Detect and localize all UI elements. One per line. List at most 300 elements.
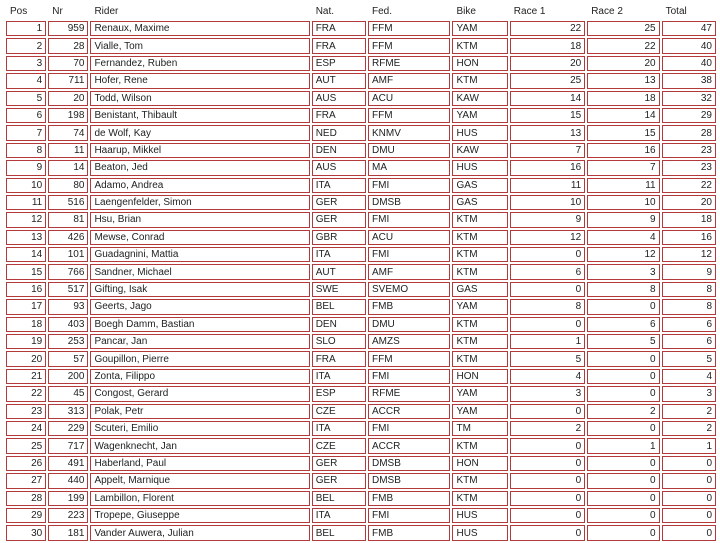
cell-race1: 7 — [510, 143, 585, 158]
header-race1: Race 1 — [510, 3, 585, 19]
cell-nat: AUS — [312, 160, 366, 175]
cell-fed: DMSB — [368, 195, 450, 210]
cell-fed: DMSB — [368, 473, 450, 488]
cell-fed: ACCR — [368, 404, 450, 419]
cell-pos: 3 — [6, 56, 46, 71]
cell-nat: SWE — [312, 282, 366, 297]
cell-nr: 516 — [48, 195, 88, 210]
cell-nat: BEL — [312, 299, 366, 314]
cell-fed: FMI — [368, 212, 450, 227]
cell-nr: 181 — [48, 525, 88, 540]
cell-nat: GER — [312, 212, 366, 227]
cell-race2: 3 — [587, 264, 659, 279]
cell-nr: 313 — [48, 404, 88, 419]
cell-rider: de Wolf, Kay — [90, 125, 309, 140]
cell-total: 28 — [662, 125, 716, 140]
table-row — [6, 108, 716, 123]
header-row — [6, 3, 716, 19]
table-row — [6, 264, 716, 279]
cell-race1: 13 — [510, 125, 585, 140]
cell-pos: 22 — [6, 386, 46, 401]
cell-race2: 25 — [587, 21, 659, 36]
cell-race1: 10 — [510, 195, 585, 210]
cell-nr: 200 — [48, 369, 88, 384]
cell-nat: FRA — [312, 108, 366, 123]
cell-total: 22 — [662, 178, 716, 193]
table-row — [6, 38, 716, 53]
cell-nat: ITA — [312, 247, 366, 262]
header-fed: Fed. — [368, 3, 450, 19]
cell-rider: Polak, Petr — [90, 404, 309, 419]
cell-bike: GAS — [452, 178, 507, 193]
cell-total: 5 — [662, 351, 716, 366]
table-row — [6, 351, 716, 366]
cell-total: 47 — [662, 21, 716, 36]
cell-fed: AMZS — [368, 334, 450, 349]
cell-bike: KTM — [452, 438, 507, 453]
cell-race2: 4 — [587, 230, 659, 245]
cell-race1: 0 — [510, 282, 585, 297]
cell-bike: YAM — [452, 108, 507, 123]
table-row — [6, 299, 716, 314]
cell-bike: KAW — [452, 143, 507, 158]
cell-race2: 2 — [587, 404, 659, 419]
cell-pos: 15 — [6, 264, 46, 279]
table-row — [6, 212, 716, 227]
cell-race2: 14 — [587, 108, 659, 123]
table-row — [6, 91, 716, 106]
table-row — [6, 456, 716, 471]
cell-race1: 4 — [510, 369, 585, 384]
cell-bike: HUS — [452, 125, 507, 140]
cell-rider: Wagenknecht, Jan — [90, 438, 309, 453]
cell-race2: 11 — [587, 178, 659, 193]
cell-nat: GER — [312, 456, 366, 471]
table-row — [6, 56, 716, 71]
cell-rider: Todd, Wilson — [90, 91, 309, 106]
cell-fed: FMB — [368, 299, 450, 314]
cell-bike: KTM — [452, 247, 507, 262]
cell-race1: 0 — [510, 247, 585, 262]
cell-race1: 14 — [510, 91, 585, 106]
table-row — [6, 438, 716, 453]
cell-fed: FMI — [368, 247, 450, 262]
table-row — [6, 143, 716, 158]
cell-pos: 21 — [6, 369, 46, 384]
cell-total: 6 — [662, 334, 716, 349]
cell-fed: AMF — [368, 264, 450, 279]
cell-bike: TM — [452, 421, 507, 436]
table-row — [6, 386, 716, 401]
cell-rider: Vander Auwera, Julian — [90, 525, 309, 540]
cell-nr: 223 — [48, 508, 88, 523]
cell-fed: FFM — [368, 108, 450, 123]
cell-race2: 13 — [587, 73, 659, 88]
cell-race1: 0 — [510, 438, 585, 453]
cell-pos: 19 — [6, 334, 46, 349]
table-row — [6, 230, 716, 245]
cell-total: 9 — [662, 264, 716, 279]
cell-total: 3 — [662, 386, 716, 401]
cell-race2: 20 — [587, 56, 659, 71]
cell-bike: KTM — [452, 38, 507, 53]
cell-race1: 0 — [510, 317, 585, 332]
cell-fed: SVEMO — [368, 282, 450, 297]
cell-nr: 426 — [48, 230, 88, 245]
cell-nat: AUT — [312, 73, 366, 88]
cell-nat: FRA — [312, 21, 366, 36]
cell-nat: DEN — [312, 143, 366, 158]
cell-race2: 0 — [587, 351, 659, 366]
cell-nr: 717 — [48, 438, 88, 453]
cell-race2: 18 — [587, 91, 659, 106]
cell-pos: 11 — [6, 195, 46, 210]
cell-pos: 26 — [6, 456, 46, 471]
cell-race2: 0 — [587, 491, 659, 506]
cell-fed: FMI — [368, 421, 450, 436]
cell-race1: 12 — [510, 230, 585, 245]
cell-race1: 6 — [510, 264, 585, 279]
cell-nat: FRA — [312, 38, 366, 53]
cell-bike: KTM — [452, 264, 507, 279]
cell-race1: 0 — [510, 491, 585, 506]
cell-fed: DMU — [368, 317, 450, 332]
cell-rider: Hsu, Brian — [90, 212, 309, 227]
cell-pos: 29 — [6, 508, 46, 523]
table-row — [6, 160, 716, 175]
cell-fed: ACU — [368, 91, 450, 106]
cell-total: 0 — [662, 456, 716, 471]
cell-race2: 10 — [587, 195, 659, 210]
cell-pos: 9 — [6, 160, 46, 175]
cell-race1: 9 — [510, 212, 585, 227]
cell-nr: 253 — [48, 334, 88, 349]
cell-rider: Laengenfelder, Simon — [90, 195, 309, 210]
cell-nr: 57 — [48, 351, 88, 366]
cell-bike: YAM — [452, 21, 507, 36]
cell-race2: 12 — [587, 247, 659, 262]
cell-total: 40 — [662, 56, 716, 71]
table-row — [6, 404, 716, 419]
cell-pos: 24 — [6, 421, 46, 436]
cell-race2: 6 — [587, 317, 659, 332]
header-pos: Pos — [6, 3, 46, 19]
cell-race1: 18 — [510, 38, 585, 53]
table-row — [6, 195, 716, 210]
cell-bike: GAS — [452, 282, 507, 297]
cell-rider: Gifting, Isak — [90, 282, 309, 297]
cell-bike: GAS — [452, 195, 507, 210]
cell-nat: NED — [312, 125, 366, 140]
cell-rider: Haberland, Paul — [90, 456, 309, 471]
cell-rider: Geerts, Jago — [90, 299, 309, 314]
cell-nr: 11 — [48, 143, 88, 158]
cell-pos: 27 — [6, 473, 46, 488]
cell-fed: FFM — [368, 21, 450, 36]
header-nr: Nr — [48, 3, 88, 19]
table-row — [6, 317, 716, 332]
table-row — [6, 473, 716, 488]
cell-total: 23 — [662, 160, 716, 175]
cell-pos: 23 — [6, 404, 46, 419]
cell-race1: 3 — [510, 386, 585, 401]
cell-total: 1 — [662, 438, 716, 453]
cell-nr: 440 — [48, 473, 88, 488]
cell-nat: GER — [312, 195, 366, 210]
cell-race2: 0 — [587, 456, 659, 471]
cell-nr: 959 — [48, 21, 88, 36]
cell-race2: 0 — [587, 369, 659, 384]
cell-bike: KTM — [452, 212, 507, 227]
header-total: Total — [662, 3, 716, 19]
cell-pos: 12 — [6, 212, 46, 227]
cell-total: 40 — [662, 38, 716, 53]
cell-race1: 5 — [510, 351, 585, 366]
cell-total: 0 — [662, 508, 716, 523]
header-rider: Rider — [90, 3, 309, 19]
cell-rider: Beaton, Jed — [90, 160, 309, 175]
cell-bike: HON — [452, 369, 507, 384]
cell-race2: 0 — [587, 473, 659, 488]
cell-nat: AUT — [312, 264, 366, 279]
cell-pos: 17 — [6, 299, 46, 314]
cell-rider: Benistant, Thibault — [90, 108, 309, 123]
cell-fed: MA — [368, 160, 450, 175]
cell-fed: KNMV — [368, 125, 450, 140]
cell-total: 12 — [662, 247, 716, 262]
cell-race2: 15 — [587, 125, 659, 140]
cell-race2: 0 — [587, 421, 659, 436]
cell-race2: 8 — [587, 282, 659, 297]
cell-fed: FMI — [368, 508, 450, 523]
cell-rider: Appelt, Marnique — [90, 473, 309, 488]
cell-rider: Renaux, Maxime — [90, 21, 309, 36]
cell-total: 29 — [662, 108, 716, 123]
cell-bike: HUS — [452, 525, 507, 540]
cell-bike: YAM — [452, 386, 507, 401]
table-row — [6, 508, 716, 523]
cell-nr: 81 — [48, 212, 88, 227]
cell-rider: Haarup, Mikkel — [90, 143, 309, 158]
cell-nr: 766 — [48, 264, 88, 279]
cell-nr: 517 — [48, 282, 88, 297]
cell-nat: GER — [312, 473, 366, 488]
cell-race2: 1 — [587, 438, 659, 453]
cell-fed: FMI — [368, 178, 450, 193]
cell-nat: ITA — [312, 421, 366, 436]
header-nat: Nat. — [312, 3, 366, 19]
cell-nat: DEN — [312, 317, 366, 332]
cell-nr: 28 — [48, 38, 88, 53]
cell-fed: RFME — [368, 56, 450, 71]
cell-rider: Adamo, Andrea — [90, 178, 309, 193]
cell-fed: DMU — [368, 143, 450, 158]
cell-race1: 0 — [510, 404, 585, 419]
cell-rider: Sandner, Michael — [90, 264, 309, 279]
cell-bike: HUS — [452, 160, 507, 175]
table-row — [6, 125, 716, 140]
cell-race1: 22 — [510, 21, 585, 36]
cell-bike: KAW — [452, 91, 507, 106]
cell-total: 23 — [662, 143, 716, 158]
cell-rider: Zonta, Filippo — [90, 369, 309, 384]
cell-pos: 2 — [6, 38, 46, 53]
cell-total: 4 — [662, 369, 716, 384]
cell-nat: BEL — [312, 491, 366, 506]
cell-total: 20 — [662, 195, 716, 210]
cell-pos: 30 — [6, 525, 46, 540]
cell-race1: 8 — [510, 299, 585, 314]
cell-total: 8 — [662, 299, 716, 314]
cell-bike: KTM — [452, 317, 507, 332]
cell-nr: 198 — [48, 108, 88, 123]
cell-pos: 16 — [6, 282, 46, 297]
cell-bike: KTM — [452, 491, 507, 506]
cell-bike: KTM — [452, 351, 507, 366]
cell-bike: KTM — [452, 73, 507, 88]
cell-nat: GBR — [312, 230, 366, 245]
cell-fed: DMSB — [368, 456, 450, 471]
cell-rider: Guadagnini, Mattia — [90, 247, 309, 262]
cell-race2: 9 — [587, 212, 659, 227]
cell-fed: FFM — [368, 351, 450, 366]
cell-pos: 6 — [6, 108, 46, 123]
table-row — [6, 247, 716, 262]
cell-race2: 0 — [587, 508, 659, 523]
cell-bike: YAM — [452, 299, 507, 314]
cell-rider: Goupillon, Pierre — [90, 351, 309, 366]
cell-nr: 491 — [48, 456, 88, 471]
cell-nr: 199 — [48, 491, 88, 506]
cell-race1: 2 — [510, 421, 585, 436]
cell-bike: KTM — [452, 334, 507, 349]
cell-nat: CZE — [312, 404, 366, 419]
table-row — [6, 178, 716, 193]
header-race2: Race 2 — [587, 3, 659, 19]
cell-nat: ITA — [312, 508, 366, 523]
cell-total: 2 — [662, 404, 716, 419]
cell-nr: 70 — [48, 56, 88, 71]
cell-race1: 16 — [510, 160, 585, 175]
cell-nr: 229 — [48, 421, 88, 436]
cell-bike: YAM — [452, 404, 507, 419]
cell-total: 2 — [662, 421, 716, 436]
cell-total: 0 — [662, 473, 716, 488]
cell-race2: 0 — [587, 299, 659, 314]
cell-rider: Congost, Gerard — [90, 386, 309, 401]
cell-pos: 18 — [6, 317, 46, 332]
cell-nr: 14 — [48, 160, 88, 175]
cell-race1: 15 — [510, 108, 585, 123]
cell-nat: SLO — [312, 334, 366, 349]
cell-bike: HON — [452, 56, 507, 71]
cell-race2: 0 — [587, 386, 659, 401]
cell-total: 16 — [662, 230, 716, 245]
table-row — [6, 369, 716, 384]
cell-race2: 0 — [587, 525, 659, 540]
cell-pos: 28 — [6, 491, 46, 506]
cell-pos: 13 — [6, 230, 46, 245]
cell-rider: Vialle, Tom — [90, 38, 309, 53]
cell-bike: HON — [452, 456, 507, 471]
cell-pos: 5 — [6, 91, 46, 106]
cell-nr: 101 — [48, 247, 88, 262]
cell-bike: KTM — [452, 473, 507, 488]
cell-pos: 4 — [6, 73, 46, 88]
cell-nat: CZE — [312, 438, 366, 453]
cell-rider: Pancar, Jan — [90, 334, 309, 349]
cell-race1: 1 — [510, 334, 585, 349]
cell-race1: 0 — [510, 456, 585, 471]
cell-rider: Mewse, Conrad — [90, 230, 309, 245]
cell-nat: ESP — [312, 56, 366, 71]
cell-total: 8 — [662, 282, 716, 297]
cell-nat: ESP — [312, 386, 366, 401]
cell-nat: ITA — [312, 178, 366, 193]
table-row — [6, 421, 716, 436]
cell-race1: 11 — [510, 178, 585, 193]
cell-pos: 8 — [6, 143, 46, 158]
table-row — [6, 73, 716, 88]
cell-fed: RFME — [368, 386, 450, 401]
cell-race1: 0 — [510, 473, 585, 488]
cell-rider: Tropepe, Giuseppe — [90, 508, 309, 523]
cell-rider: Fernandez, Ruben — [90, 56, 309, 71]
cell-fed: FMI — [368, 369, 450, 384]
cell-bike: HUS — [452, 508, 507, 523]
cell-total: 0 — [662, 491, 716, 506]
cell-total: 6 — [662, 317, 716, 332]
table-row — [6, 525, 716, 540]
cell-race1: 25 — [510, 73, 585, 88]
cell-nat: FRA — [312, 351, 366, 366]
table-row — [6, 282, 716, 297]
cell-race1: 20 — [510, 56, 585, 71]
cell-nr: 93 — [48, 299, 88, 314]
cell-rider: Lambillon, Florent — [90, 491, 309, 506]
cell-fed: AMF — [368, 73, 450, 88]
cell-pos: 14 — [6, 247, 46, 262]
cell-total: 0 — [662, 525, 716, 540]
cell-race1: 0 — [510, 508, 585, 523]
cell-race2: 22 — [587, 38, 659, 53]
cell-nat: BEL — [312, 525, 366, 540]
cell-total: 38 — [662, 73, 716, 88]
cell-nat: AUS — [312, 91, 366, 106]
cell-nr: 711 — [48, 73, 88, 88]
cell-pos: 10 — [6, 178, 46, 193]
cell-pos: 25 — [6, 438, 46, 453]
cell-nr: 80 — [48, 178, 88, 193]
results-table — [4, 1, 718, 543]
cell-fed: ACCR — [368, 438, 450, 453]
cell-pos: 1 — [6, 21, 46, 36]
table-row — [6, 21, 716, 36]
table-row — [6, 334, 716, 349]
cell-total: 32 — [662, 91, 716, 106]
cell-race2: 16 — [587, 143, 659, 158]
cell-race2: 5 — [587, 334, 659, 349]
cell-pos: 20 — [6, 351, 46, 366]
cell-bike: KTM — [452, 230, 507, 245]
cell-nr: 74 — [48, 125, 88, 140]
cell-nr: 20 — [48, 91, 88, 106]
cell-nr: 403 — [48, 317, 88, 332]
cell-fed: FMB — [368, 525, 450, 540]
cell-fed: ACU — [368, 230, 450, 245]
table-row — [6, 491, 716, 506]
cell-fed: FFM — [368, 38, 450, 53]
